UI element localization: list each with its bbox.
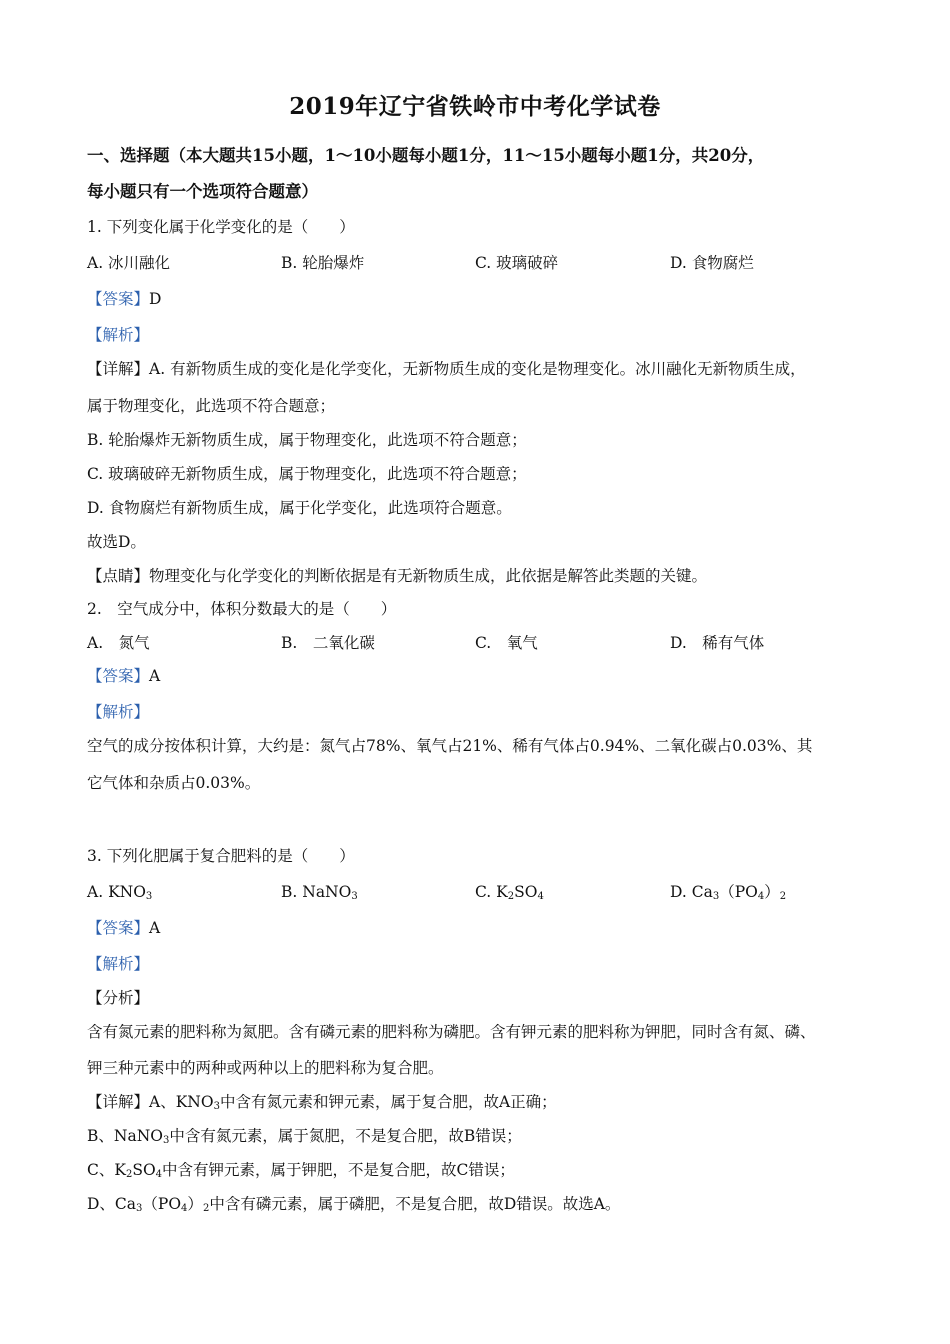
q1-detail-text1: A. 有新物质生成的变化是化学变化，无新物质生成的变化是物理变化。冰川融化无新物质生成， <box>149 360 806 378</box>
q2-analysis <box>87 701 149 723</box>
q3-option-a: A. $KNO_3$ <box>87 883 153 902</box>
answer-tag: 【答案】 <box>87 919 150 937</box>
q3-answer <box>87 917 160 939</box>
q1-detail-line3: B. 轮胎爆炸无新物质生成，属于物理变化，此选项不符合题意； <box>87 431 527 449</box>
page-title: 2019年辽宁省铁岭市中考化学试卷 <box>289 93 661 120</box>
section-heading-line2: 每小题只有一个选项符合题意） <box>87 182 318 201</box>
analysis-tag: 【解析】 <box>87 955 150 973</box>
q2-option-b: B. 二氧化碳 <box>281 634 375 652</box>
q1-option-c: C. 玻璃破碎 <box>475 254 559 272</box>
q1-answer-value: D <box>149 290 162 308</box>
q3-breakdown <box>87 987 149 1009</box>
q3-detail-c: C、$K_2SO_4$中含有钾元素，属于钾肥，不是复合肥，故C错误； <box>87 1161 515 1180</box>
q1-comment <box>87 565 707 587</box>
q1-comment-text: 物理变化与化学变化的判断依据是有无新物质生成，此依据是解答此类题的关键。 <box>149 567 708 585</box>
detail-tag: 【详解】 <box>87 1093 150 1111</box>
q3-answer-value: A <box>149 919 161 937</box>
q1-option-d: D. 食物腐烂 <box>670 254 754 272</box>
comment-tag: 【点睛】 <box>87 567 150 585</box>
q1-stem: 1. 下列变化属于化学变化的是（ ） <box>87 218 355 236</box>
q2-option-d: D. 稀有气体 <box>670 634 765 652</box>
q1-detail-line6: 故选D。 <box>87 533 146 551</box>
q3-option-d: D. $Ca_3(PO_4)_2$ <box>670 883 787 902</box>
analysis-tag: 【解析】 <box>87 326 150 344</box>
detail-tag: 【详解】 <box>87 360 150 378</box>
q3-option-b: B. NaNO$_3$ <box>281 883 358 902</box>
analysis-tag: 【解析】 <box>87 703 150 721</box>
q1-analysis <box>87 324 149 346</box>
q3-stem: 3. 下列化肥属于复合肥料的是（ ） <box>87 847 355 865</box>
q3-option-c: C. $K_2SO_4$ <box>475 883 544 902</box>
breakdown-tag: 【分析】 <box>87 989 150 1007</box>
q1-detail-line1 <box>87 358 806 380</box>
q2-text-line1: 空气的成分按体积计算，大约是：氮气占78%、氧气占21%、稀有气体占0.94%、二氧化碳占0.03%、其 <box>87 737 813 755</box>
q3-detail-b: B、NaNO$_3$中含有氮元素，属于氮肥，不是复合肥，故B错误； <box>87 1127 522 1146</box>
q1-detail-line2: 属于物理变化，此选项不符合题意； <box>87 397 336 415</box>
q1-option-a: A. 冰川融化 <box>87 254 171 272</box>
q3-analysis-line1: 含有氮元素的肥料称为氮肥。含有磷元素的肥料称为磷肥。含有钾元素的肥料称为钾肥，同时含有氮、磷、 <box>87 1023 816 1041</box>
q2-answer <box>87 665 160 687</box>
q3-analysis-line2: 钾三种元素中的两种或两种以上的肥料称为复合肥。 <box>87 1059 444 1077</box>
q2-answer-value: A <box>149 667 161 685</box>
q2-stem: 2. 空气成分中，体积分数最大的是（ ） <box>87 600 397 618</box>
q1-option-b: B. 轮胎爆炸 <box>281 254 365 272</box>
answer-tag: 【答案】 <box>87 290 150 308</box>
q3-analysis <box>87 953 149 975</box>
q2-option-a: A. 氮气 <box>87 634 150 652</box>
q1-detail-line4: C. 玻璃破碎无新物质生成，属于物理变化，此选项不符合题意； <box>87 465 527 483</box>
q1-answer <box>87 288 161 310</box>
section-heading-line1: 一、选择题（本大题共15小题，1～10小题每小题1分，11～15小题每小题1分，共20分， <box>87 146 765 165</box>
q1-detail-line5: D. 食物腐烂有新物质生成，属于化学变化，此选项符合题意。 <box>87 499 512 517</box>
q3-detail-a: 【详解】A、$KNO_3$中含有氮元素和钾元素，属于复合肥，故A正确； <box>87 1093 557 1112</box>
q2-text-line2: 它气体和杂质占0.03%。 <box>87 774 261 792</box>
answer-tag: 【答案】 <box>87 667 150 685</box>
q3-detail-d: D、$Ca_3(PO_4)_2$中含有磷元素，属于磷肥，不是复合肥，故D错误。故选A。 <box>87 1195 621 1214</box>
q2-option-c: C. 氧气 <box>475 634 538 652</box>
